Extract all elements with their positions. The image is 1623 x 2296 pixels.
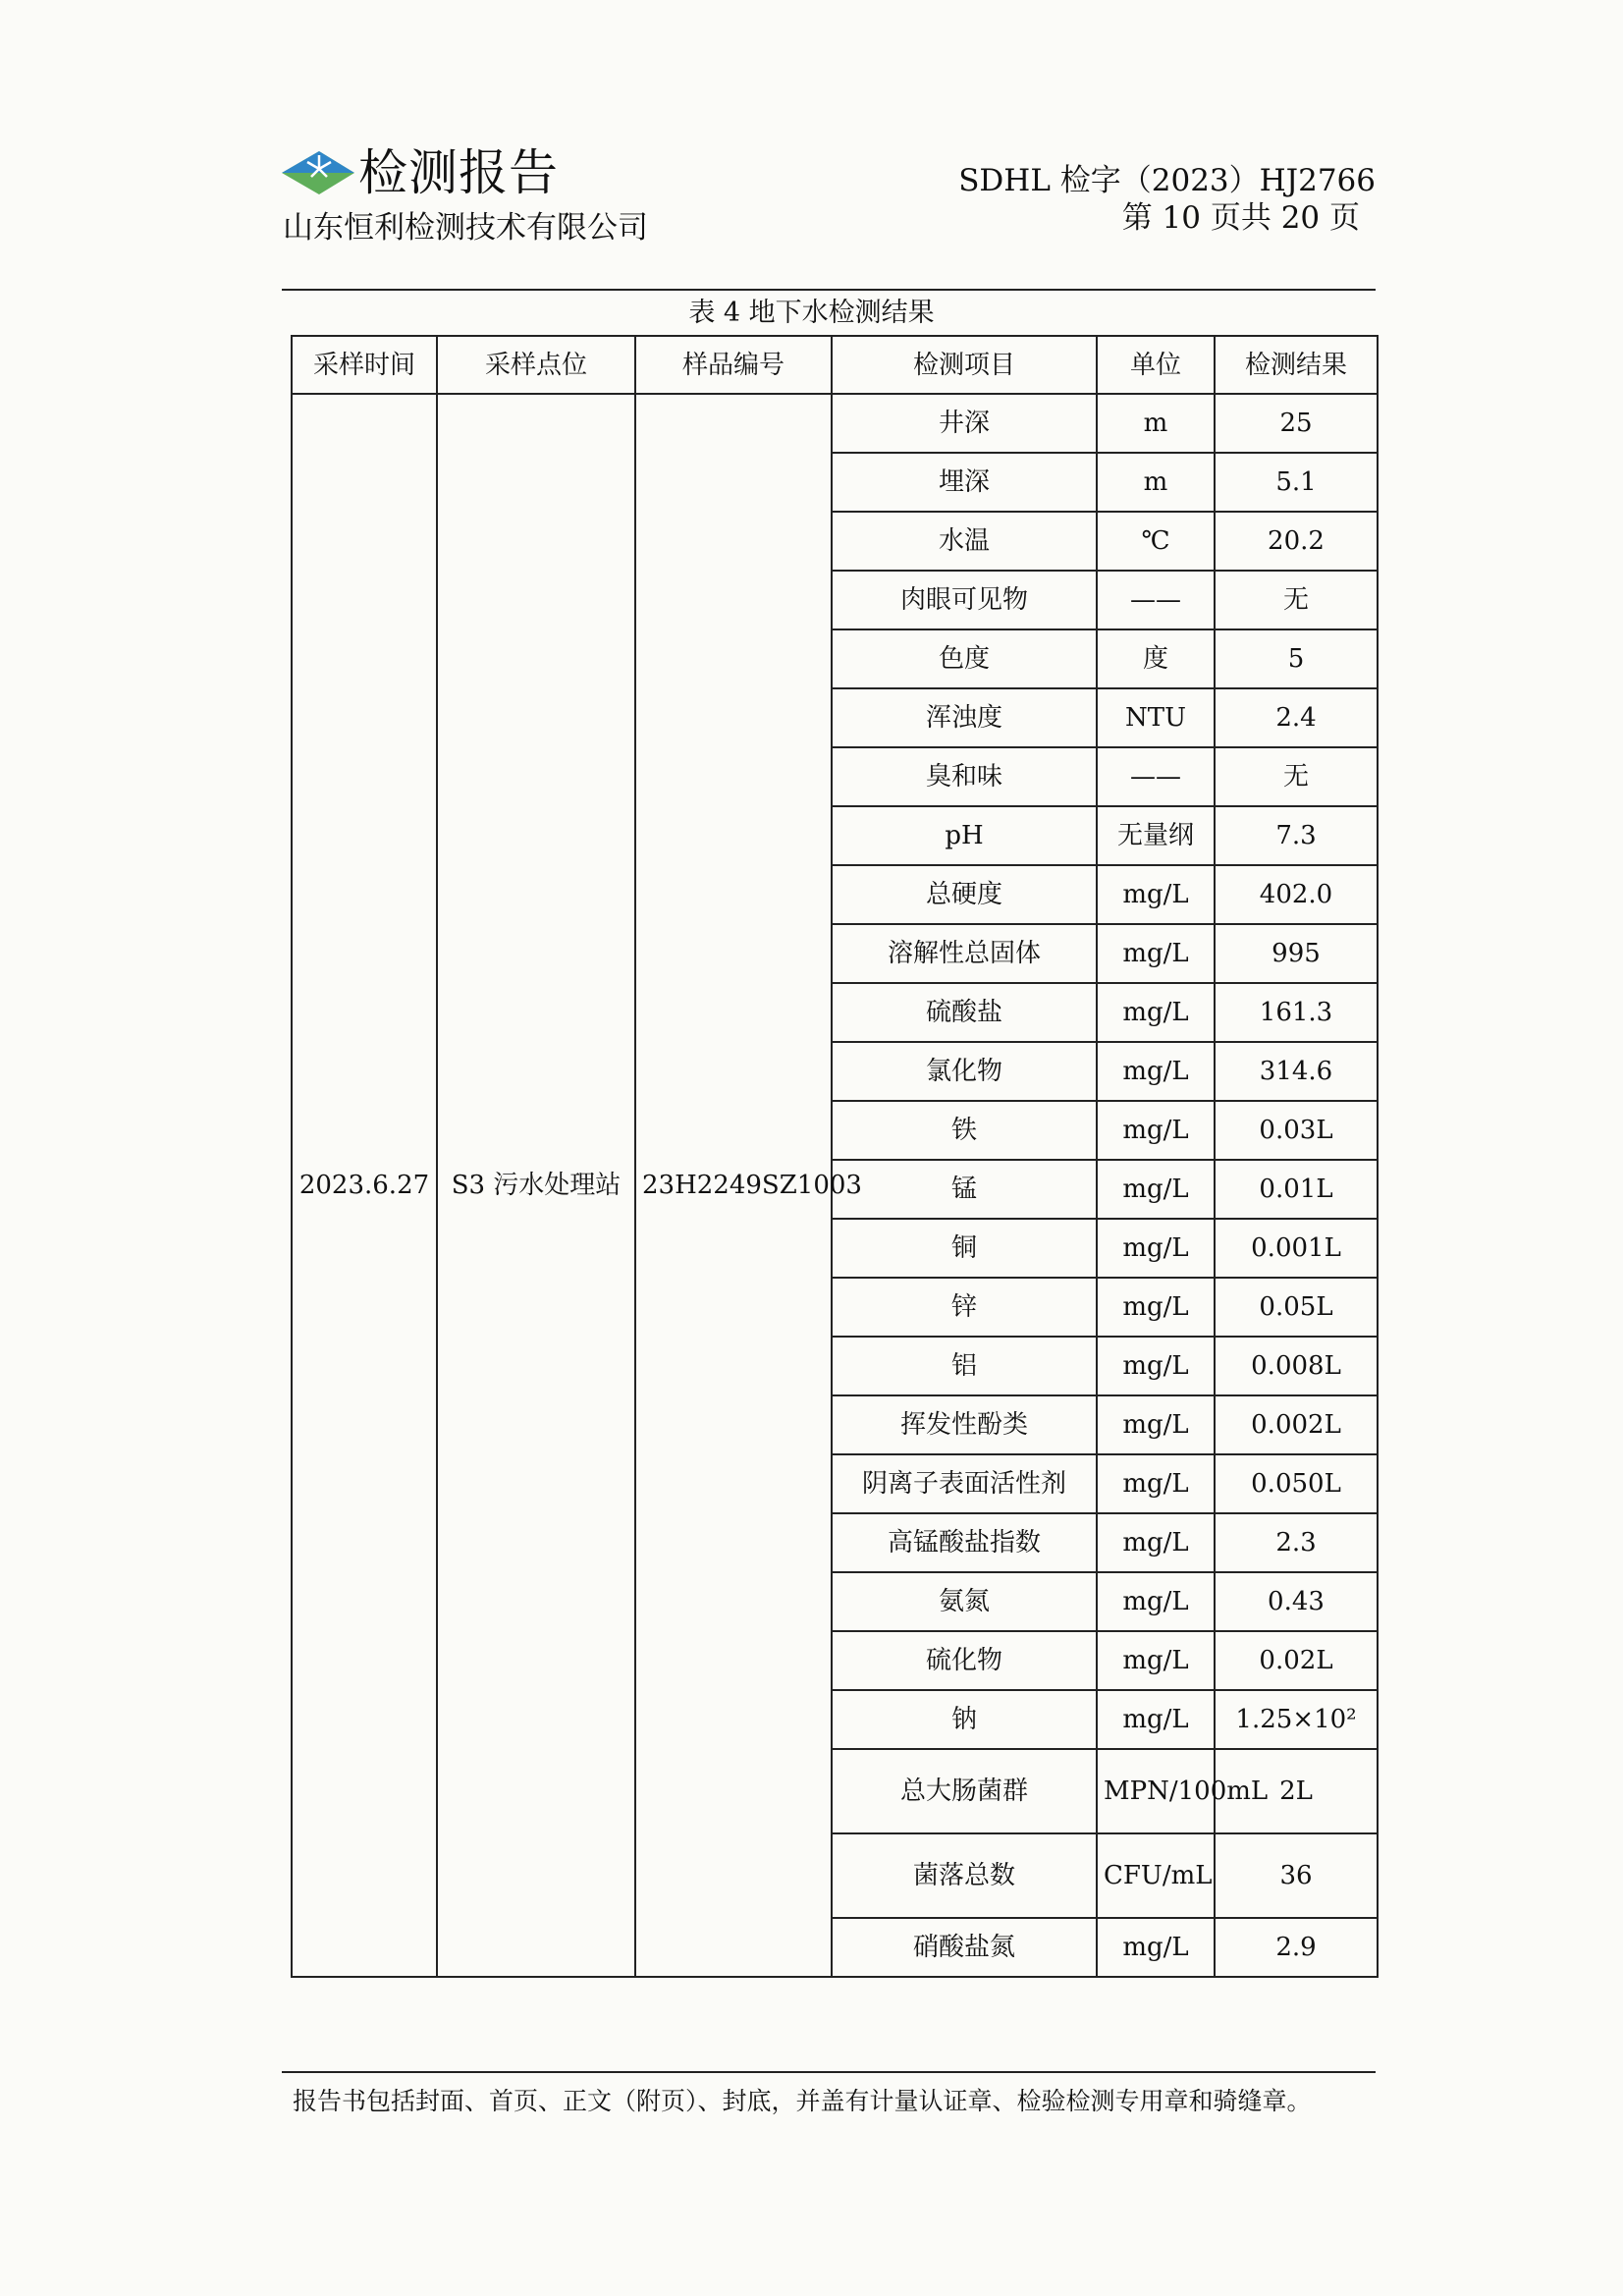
item-cell: 锌 <box>832 1278 1097 1337</box>
company-logo-icon <box>280 147 356 198</box>
column-header: 检测项目 <box>832 336 1097 394</box>
result-cell: 0.03L <box>1215 1101 1378 1160</box>
item-cell: 硝酸盐氮 <box>832 1918 1097 1977</box>
unit-cell: mg/L <box>1097 1631 1215 1690</box>
unit-cell: —— <box>1097 747 1215 806</box>
item-cell: 氨氮 <box>832 1572 1097 1631</box>
unit-cell: mg/L <box>1097 1219 1215 1278</box>
footer-divider <box>282 2071 1376 2073</box>
item-cell: 铁 <box>832 1101 1097 1160</box>
result-cell: 7.3 <box>1215 806 1378 865</box>
report-number: SDHL 检字（2023）HJ2766 <box>958 163 1376 198</box>
unit-cell: mg/L <box>1097 983 1215 1042</box>
item-cell: 肉眼可见物 <box>832 571 1097 629</box>
result-cell: 36 <box>1215 1833 1378 1918</box>
item-cell: 埋深 <box>832 453 1097 512</box>
column-header: 单位 <box>1097 336 1215 394</box>
unit-cell: mg/L <box>1097 1572 1215 1631</box>
unit-cell: mg/L <box>1097 1278 1215 1337</box>
item-cell: 臭和味 <box>832 747 1097 806</box>
unit-cell: mg/L <box>1097 1454 1215 1513</box>
item-cell: 总硬度 <box>832 865 1097 924</box>
item-cell: 氯化物 <box>832 1042 1097 1101</box>
column-header: 采样时间 <box>292 336 437 394</box>
unit-cell: mg/L <box>1097 1160 1215 1219</box>
unit-cell: m <box>1097 394 1215 453</box>
result-cell: 5 <box>1215 629 1378 688</box>
item-cell: 高锰酸盐指数 <box>832 1513 1097 1572</box>
result-cell: 25 <box>1215 394 1378 453</box>
sampling-time-cell: 2023.6.27 <box>292 394 437 1977</box>
result-cell: 无 <box>1215 571 1378 629</box>
unit-cell: m <box>1097 453 1215 512</box>
unit-cell: mg/L <box>1097 1513 1215 1572</box>
unit-cell: mg/L <box>1097 1337 1215 1395</box>
result-cell: 402.0 <box>1215 865 1378 924</box>
item-cell: 浑浊度 <box>832 688 1097 747</box>
result-cell: 2L <box>1215 1749 1378 1833</box>
result-cell: 2.3 <box>1215 1513 1378 1572</box>
item-cell: 硫化物 <box>832 1631 1097 1690</box>
item-cell: 钠 <box>832 1690 1097 1749</box>
result-cell: 314.6 <box>1215 1042 1378 1101</box>
item-cell: 铜 <box>832 1219 1097 1278</box>
result-cell: 161.3 <box>1215 983 1378 1042</box>
unit-cell: 无量纲 <box>1097 806 1215 865</box>
result-cell: 0.050L <box>1215 1454 1378 1513</box>
page-number: 第 10 页共 20 页 <box>1121 200 1360 236</box>
result-cell: 995 <box>1215 924 1378 983</box>
item-cell: 阴离子表面活性剂 <box>832 1454 1097 1513</box>
item-cell: pH <box>832 806 1097 865</box>
sampling-point-cell: S3 污水处理站 <box>437 394 635 1977</box>
column-header: 样品编号 <box>635 336 832 394</box>
result-cell: 2.4 <box>1215 688 1378 747</box>
footer-note: 报告书包括封面、首页、正文（附页）、封底，并盖有计量认证章、检验检测专用章和骑缝章。 <box>293 2087 1312 2115</box>
unit-cell: CFU/mL <box>1097 1833 1215 1918</box>
result-cell: 20.2 <box>1215 512 1378 571</box>
result-cell: 0.001L <box>1215 1219 1378 1278</box>
unit-cell: mg/L <box>1097 1042 1215 1101</box>
result-cell: 无 <box>1215 747 1378 806</box>
result-cell: 0.008L <box>1215 1337 1378 1395</box>
company-name: 山东恒利检测技术有限公司 <box>283 210 648 246</box>
item-cell: 菌落总数 <box>832 1833 1097 1918</box>
result-cell: 0.02L <box>1215 1631 1378 1690</box>
table-row <box>292 394 1378 453</box>
result-cell: 2.9 <box>1215 1918 1378 1977</box>
item-cell: 井深 <box>832 394 1097 453</box>
unit-cell: —— <box>1097 571 1215 629</box>
result-cell: 0.05L <box>1215 1278 1378 1337</box>
result-cell: 5.1 <box>1215 453 1378 512</box>
table-header-row <box>292 336 1378 394</box>
item-cell: 色度 <box>832 629 1097 688</box>
item-cell: 水温 <box>832 512 1097 571</box>
column-header: 采样点位 <box>437 336 635 394</box>
unit-cell: MPN/100mL <box>1097 1749 1215 1833</box>
unit-cell: mg/L <box>1097 865 1215 924</box>
table-title: 表 4 地下水检测结果 <box>688 298 935 328</box>
unit-cell: mg/L <box>1097 1101 1215 1160</box>
column-header: 检测结果 <box>1215 336 1378 394</box>
unit-cell: 度 <box>1097 629 1215 688</box>
item-cell: 溶解性总固体 <box>832 924 1097 983</box>
result-cell: 1.25×10² <box>1215 1690 1378 1749</box>
unit-cell: mg/L <box>1097 1918 1215 1977</box>
results-table <box>291 335 1379 1978</box>
result-cell: 0.01L <box>1215 1160 1378 1219</box>
item-cell: 锰 <box>832 1160 1097 1219</box>
item-cell: 总大肠菌群 <box>832 1749 1097 1833</box>
item-cell: 挥发性酚类 <box>832 1395 1097 1454</box>
unit-cell: mg/L <box>1097 924 1215 983</box>
unit-cell: NTU <box>1097 688 1215 747</box>
sample-id-cell: 23H2249SZ1003 <box>635 394 832 1977</box>
unit-cell: mg/L <box>1097 1690 1215 1749</box>
item-cell: 铝 <box>832 1337 1097 1395</box>
report-title: 检测报告 <box>358 144 559 201</box>
header-divider <box>282 289 1376 291</box>
item-cell: 硫酸盐 <box>832 983 1097 1042</box>
result-cell: 0.43 <box>1215 1572 1378 1631</box>
unit-cell: ℃ <box>1097 512 1215 571</box>
result-cell: 0.002L <box>1215 1395 1378 1454</box>
unit-cell: mg/L <box>1097 1395 1215 1454</box>
